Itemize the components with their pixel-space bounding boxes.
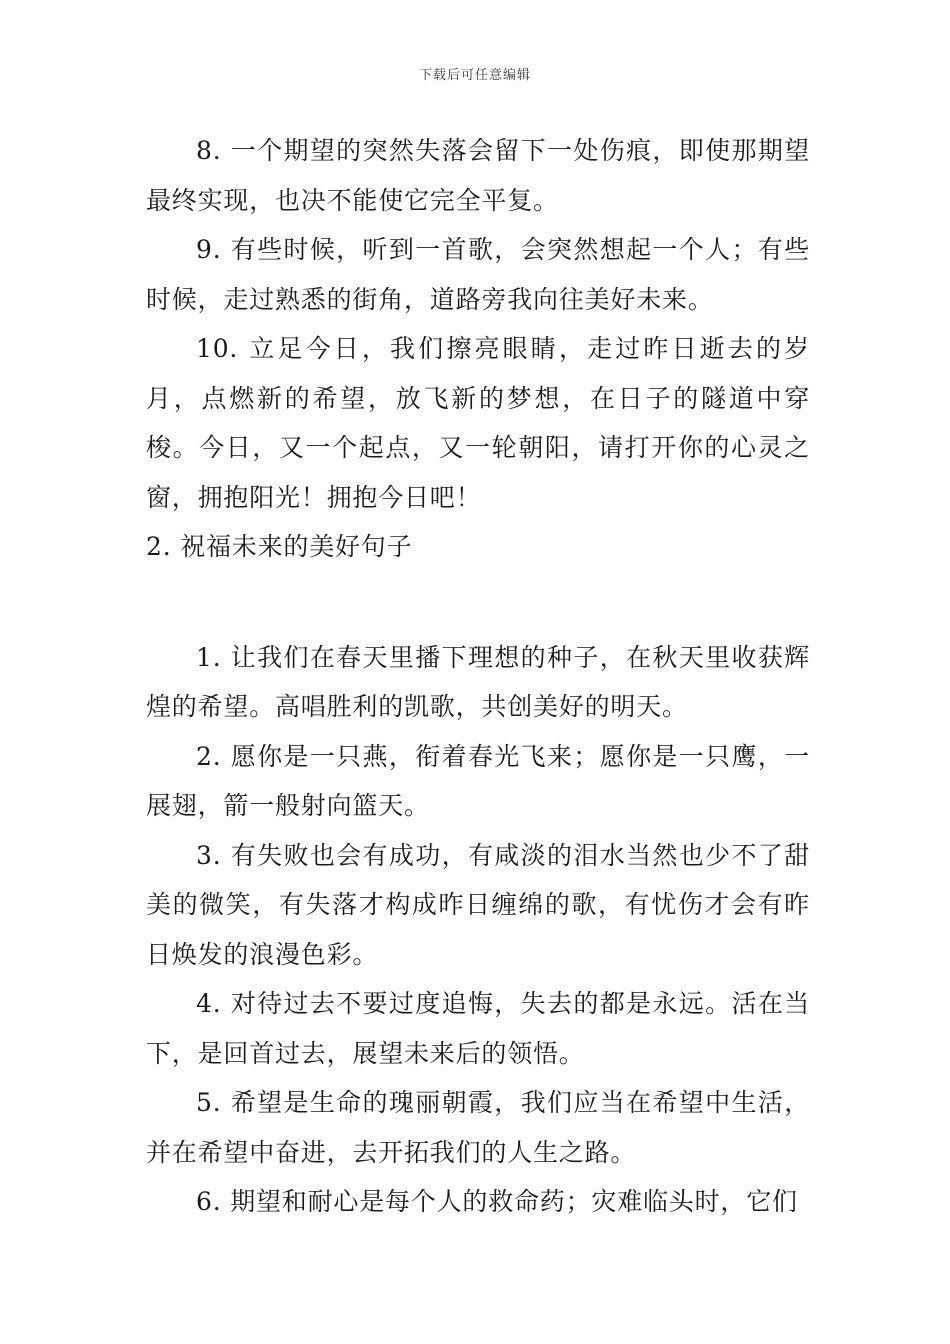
paragraph-8: 8. 一个期望的突然失落会留下一处伤痕，即使那期望最终实现，也决不能使它完全平复。 [146, 136, 810, 215]
document-body [146, 126, 810, 1227]
paragraph-3: 3. 有失败也会有成功，有咸淡的泪水当然也少不了甜美的微笑，有失落才构成昨日缠绵的歌，有忧伤才会有昨日焕发的浪漫色彩。 [146, 840, 810, 969]
section-title: 2. 祝福未来的美好句子 [146, 532, 413, 561]
paragraph-10: 10. 立足今日，我们擦亮眼睛，走过昨日逝去的岁月，点燃新的希望，放飞新的梦想，在日子的隧道中穿梭。今日，又一个起点，又一轮朝阳，请打开你的心灵之窗，拥抱阳光！拥抱今日吧！ [146, 334, 810, 512]
page-header: 下载后可任意编辑 [418, 68, 531, 83]
paragraph-2: 2. 愿你是一只燕，衔着春光飞来；愿你是一只鹰，一展翅，箭一般射向篮天。 [146, 741, 810, 820]
paragraph-5: 5. 希望是生命的瑰丽朝霞，我们应当在希望中生活，并在希望中奋进，去开拓我们的人生之路。 [146, 1088, 810, 1167]
paragraph-6: 6. 期望和耐心是每个人的救命药；灾难临头时，它们 [196, 1187, 798, 1216]
paragraph-1: 1. 让我们在春天里播下理想的种子，在秋天里收获辉煌的希望。高唱胜利的凯歌，共创美好的明天。 [146, 642, 810, 721]
paragraph-4: 4. 对待过去不要过度追悔，失去的都是永远。活在当下，是回首过去，展望未来后的领悟。 [146, 989, 810, 1068]
section-spacer [146, 572, 810, 633]
paragraph-9: 9. 有些时候，听到一首歌，会突然想起一个人；有些时候，走过熟悉的街角，道路旁我向往美好未来。 [146, 235, 810, 314]
